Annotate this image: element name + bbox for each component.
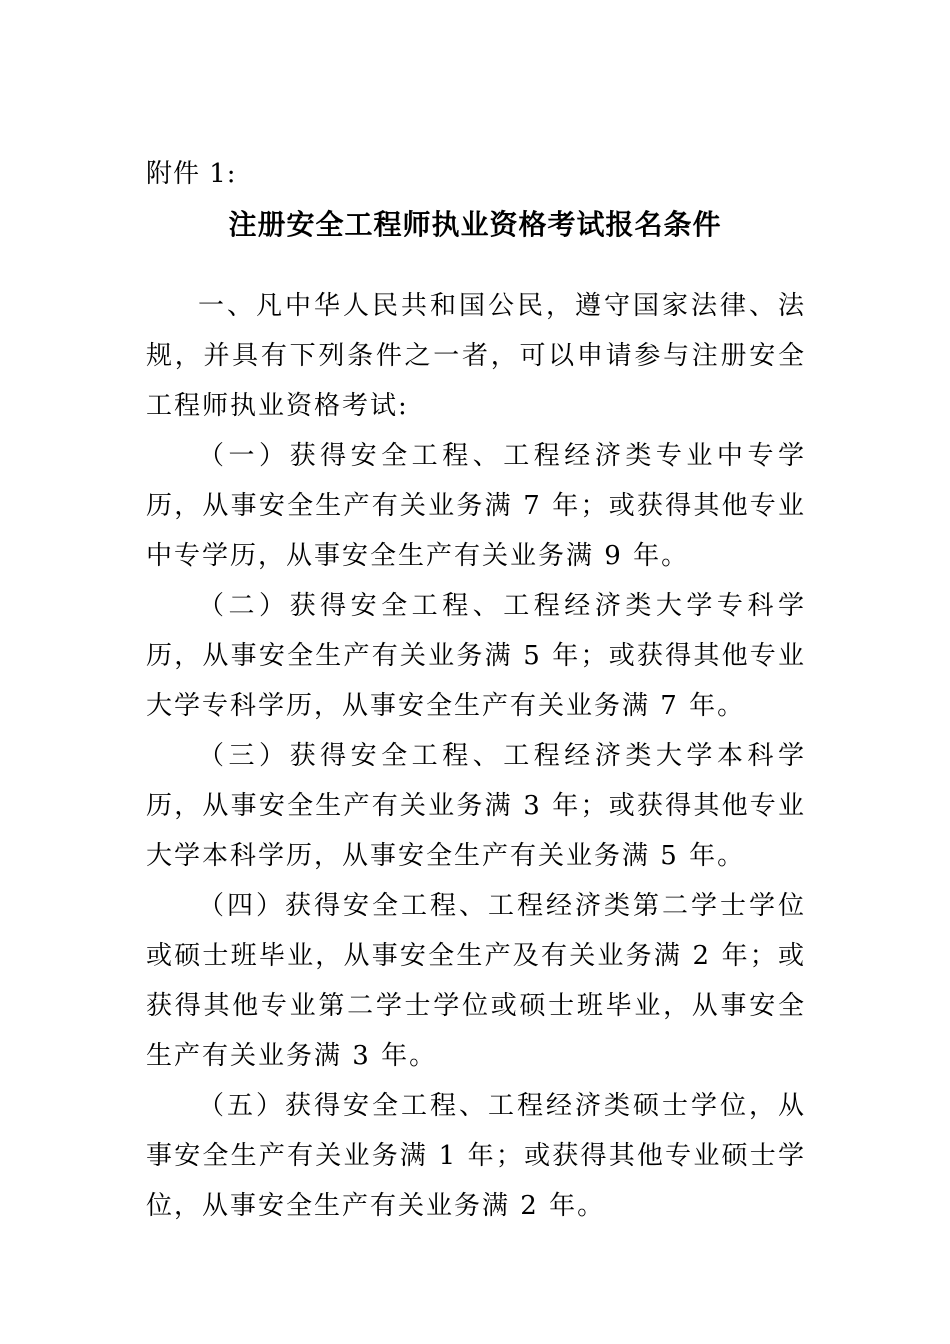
paragraph-condition-4: （四）获得安全工程、工程经济类第二学士学位或硕士班毕业，从事安全生产及有关业务满 2 年；或获得其他专业第二学士学位或硕士班毕业，从事安全生产有关业务满 3 年。 (146, 891, 806, 1071)
paragraph-intro: 一、凡中华人民共和国公民，遵守国家法律、法规，并具有下列条件之一者，可以申请参与注册安全工程师执业资格考试: (146, 291, 806, 421)
paragraph-condition-3: （三）获得安全工程、工程经济类大学本科学历，从事安全生产有关业务满 3 年；或获得其他专业大学本科学历，从事安全生产有关业务满 5 年。 (146, 741, 806, 871)
attachment-label: 附件 1: (146, 159, 237, 189)
document-title: 注册安全工程师执业资格考试报名条件 (228, 208, 722, 241)
paragraph-condition-1: （一）获得安全工程、工程经济类专业中专学历，从事安全生产有关业务满 7 年；或获得其他专业中专学历，从事安全生产有关业务满 9 年。 (146, 441, 806, 571)
document-body (146, 281, 806, 1231)
paragraph-condition-5: （五）获得安全工程、工程经济类硕士学位，从事安全生产有关业务满 1 年；或获得其他专业硕士学位，从事安全生产有关业务满 2 年。 (146, 1091, 806, 1221)
paragraph-condition-2: （二）获得安全工程、工程经济类大学专科学历，从事安全生产有关业务满 5 年；或获得其他专业大学专科学历，从事安全生产有关业务满 7 年。 (146, 591, 806, 721)
